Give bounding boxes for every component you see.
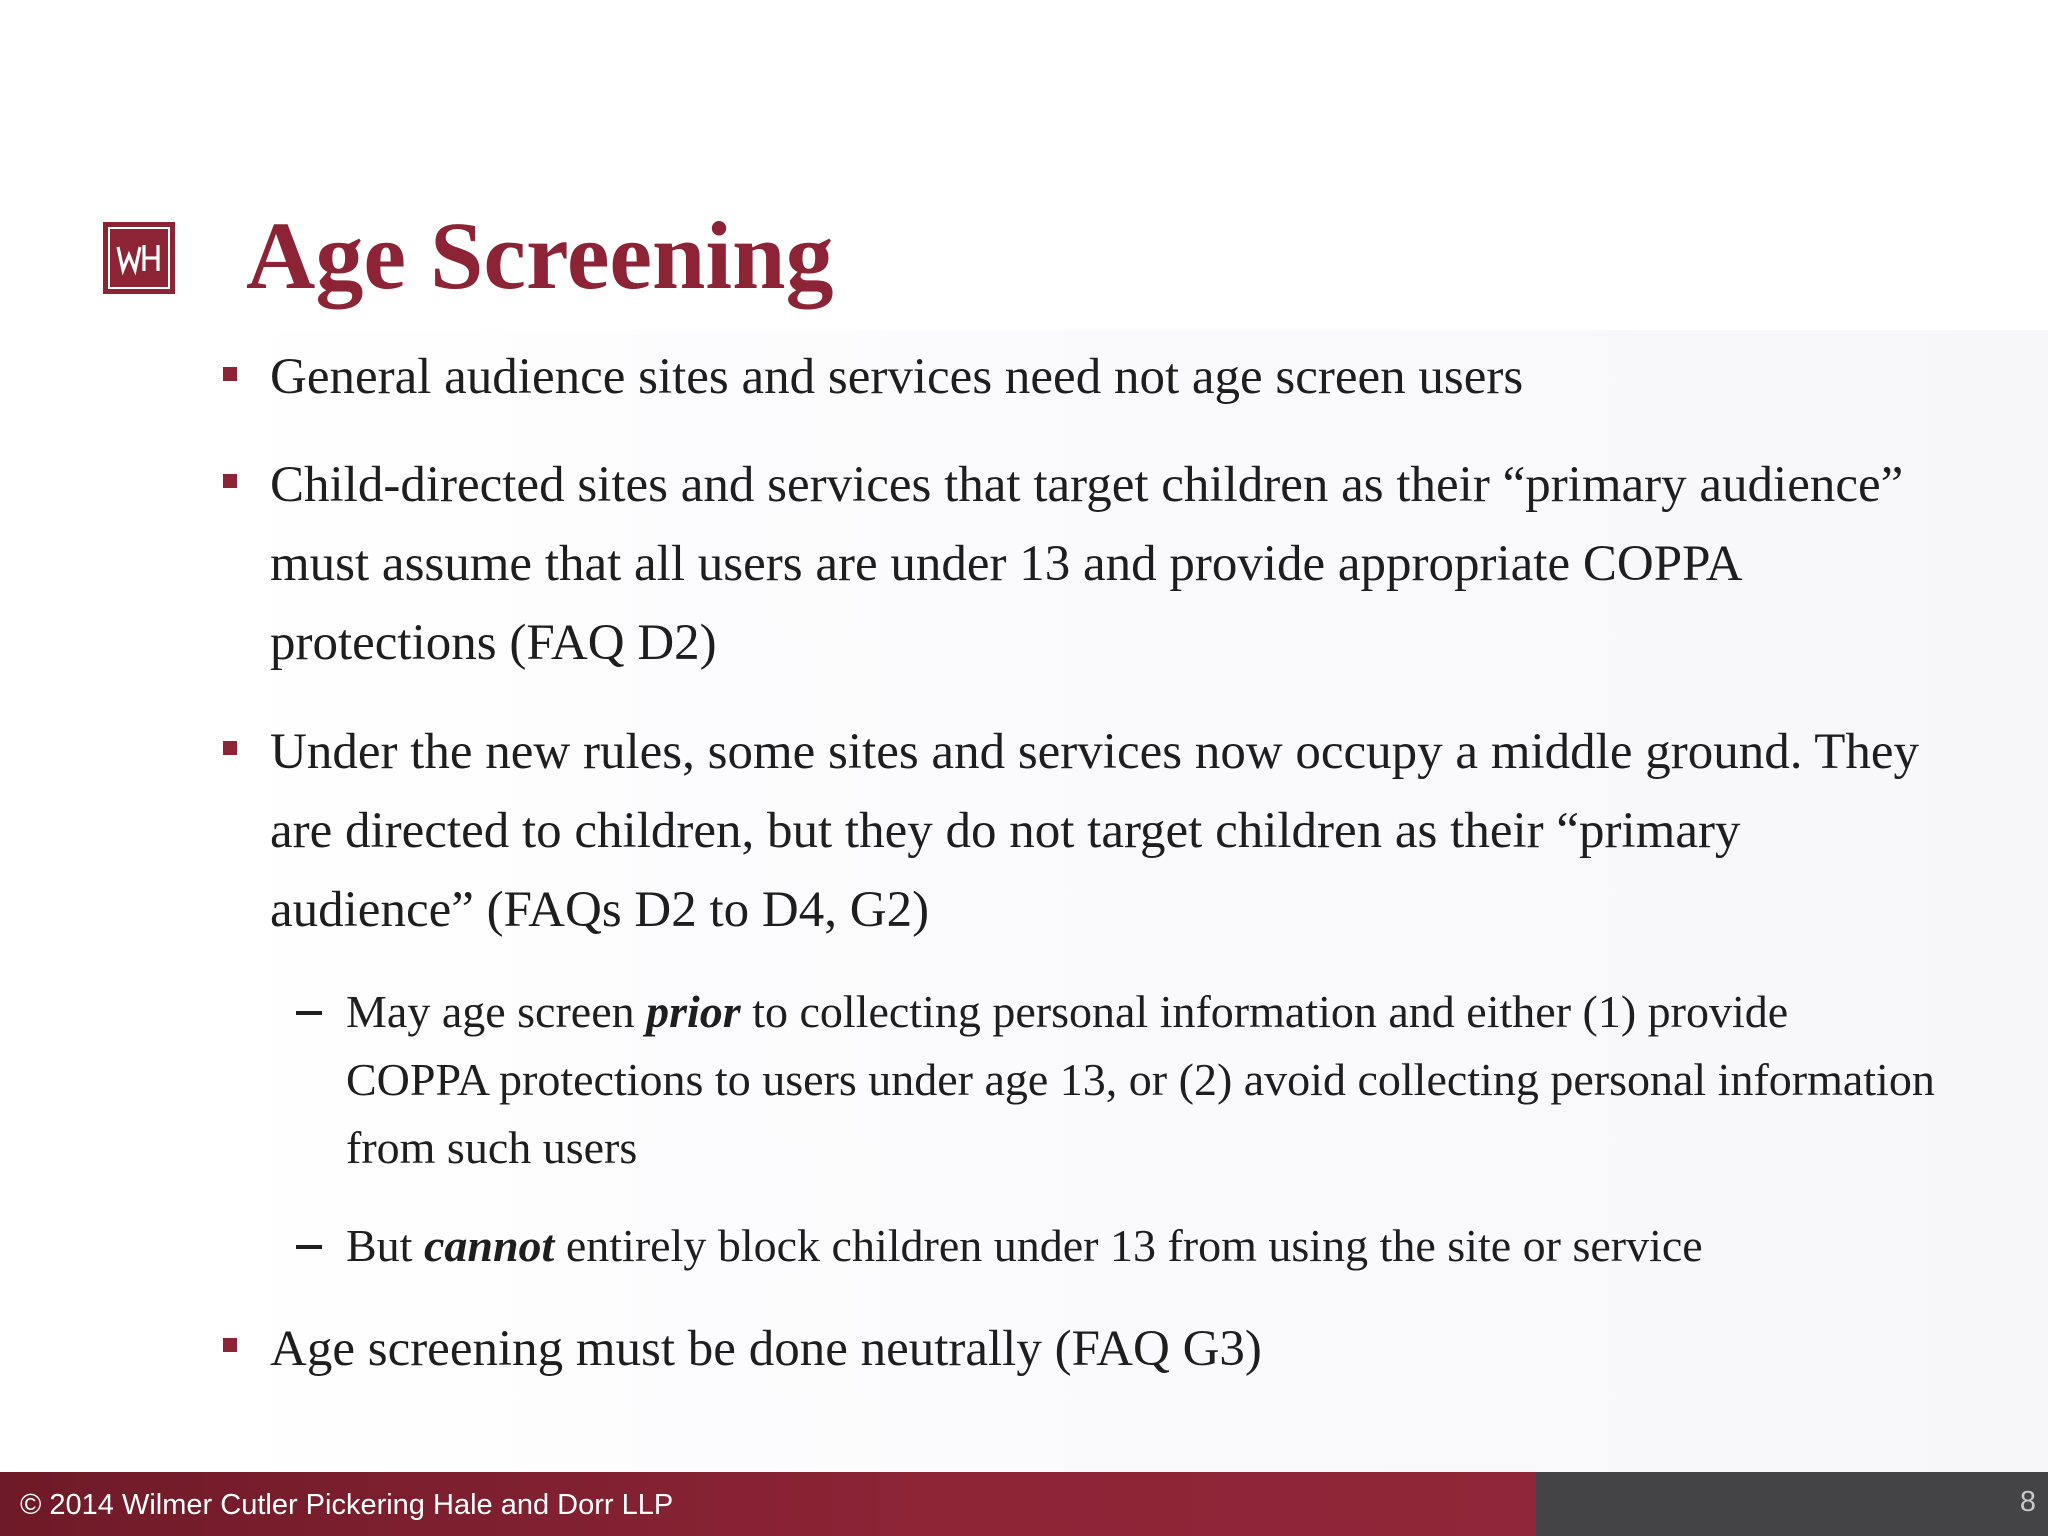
slide-title: Age Screening <box>246 202 834 309</box>
sub-bullet-text: But <box>346 1220 424 1271</box>
sub-bullet-item <box>346 978 1936 1182</box>
bullet-marker <box>223 741 237 755</box>
bullet-marker <box>223 1338 237 1352</box>
bullet-item: General audience sites and services need not age screen users <box>270 349 1524 405</box>
sub-bullet-text: to collecting personal information and either (1) provide COPPA protections to users under age 13, or (2) avoid collecting personal information from such users <box>346 986 1935 1173</box>
sub-bullet-emphasis: prior <box>646 986 741 1037</box>
wh-logo <box>103 222 175 294</box>
page-number: 8 <box>2019 1486 2036 1518</box>
sub-bullet-dash <box>296 1245 322 1249</box>
bullet-item: Age screening must be done neutrally (FAQ G3) <box>270 1321 1262 1377</box>
bullet-marker <box>223 474 237 488</box>
sub-bullet-emphasis: cannot <box>423 1220 555 1271</box>
bullet-item: Child-directed sites and services that target children as their “primary audience” must assume that all users are under 13 and provide appropriate COPPA protections (FAQ D2) <box>270 457 1904 671</box>
sub-bullet-text: May age screen <box>346 986 647 1037</box>
sub-bullet-dash <box>296 1011 322 1015</box>
wh-logo-mark <box>106 225 172 291</box>
sub-bullet-text: entirely block children under 13 from using the site or service <box>554 1220 1703 1271</box>
sub-bullet-item <box>346 1212 1936 1280</box>
bullet-marker <box>223 367 237 381</box>
bullet-item: Under the new rules, some sites and services now occupy a middle ground. They are directed to children, but they do not target children as their “primary audience” (FAQs D2 to D4, G2) <box>270 724 1920 938</box>
footer-copyright: © 2014 Wilmer Cutler Pickering Hale and Dorr LLP <box>20 1489 674 1521</box>
